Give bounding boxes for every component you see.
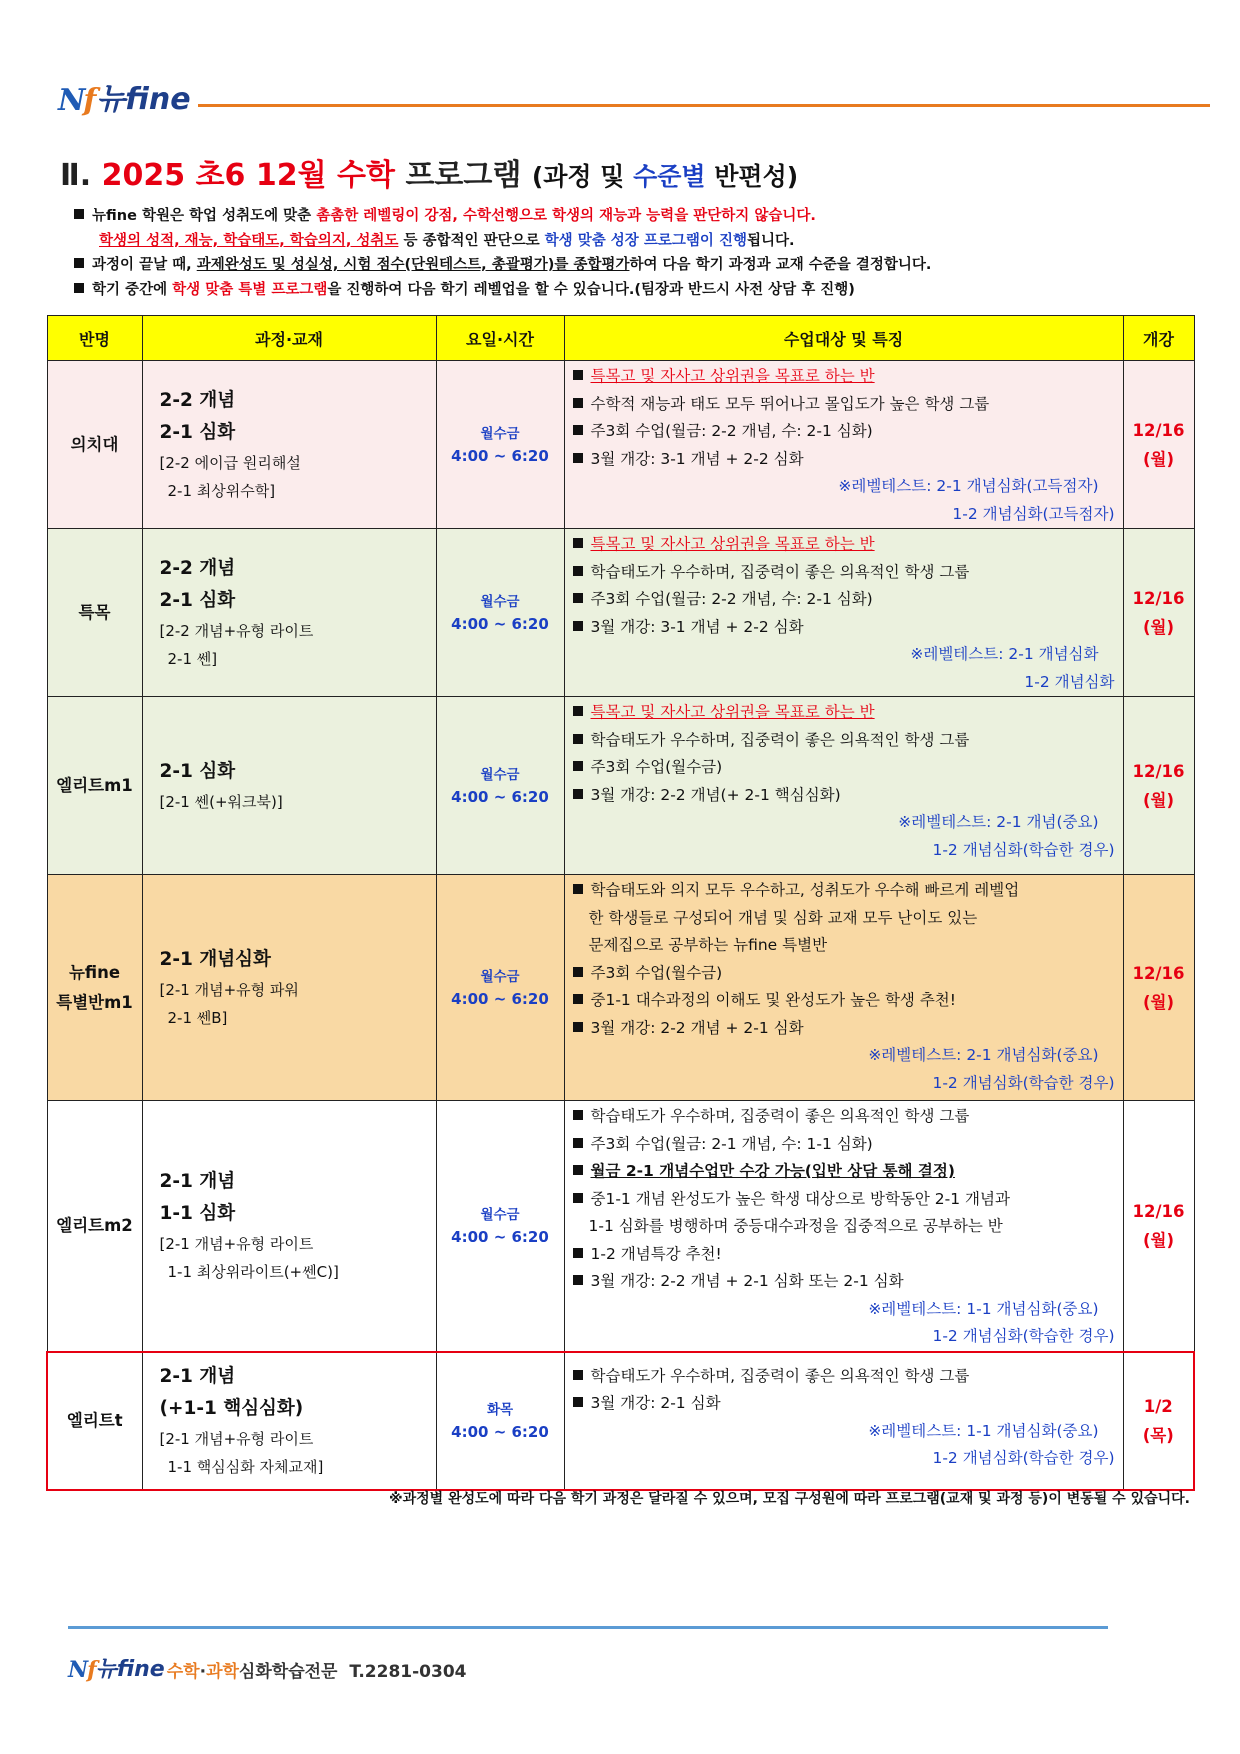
time-cell: 월수금 4:00 ~ 6:20	[436, 1101, 564, 1352]
page-header	[58, 78, 1210, 118]
header-course: 과정·교재	[142, 316, 436, 361]
logo-text: 뉴fine	[96, 82, 191, 117]
header-divider	[198, 104, 1210, 107]
course-cell: 2-1 개념 1-1 심화 [2-1 개념+유형 라이트 1-1 최상위라이트(+쎈C)]	[142, 1101, 436, 1352]
course-cell: 2-2 개념 2-1 심화 [2-2 에이급 원리해설 2-1 최상위수학]	[142, 361, 436, 529]
footer-logo-mark: Nf	[68, 1657, 96, 1683]
table-row	[47, 697, 1194, 875]
class-name: 엘리트m1	[47, 697, 142, 875]
note-item-continued: 학생의 성적, 재능, 학습태도, 학습의지, 성취도 등 종합적인 판단으로 학생 맞춤 성장 프로그램이 진행됩니다.	[99, 232, 795, 249]
policy-notes	[74, 204, 1214, 302]
feature-cell: 학습태도가 우수하며, 집중력이 좋은 의욕적인 학생 그룹 3월 개강: 2-1 심화 ※레벨테스트: 1-1 개념심화(중요) 1-2 개념심화(학습한 경우)	[564, 1352, 1123, 1490]
logo-mark: Nf	[58, 83, 95, 118]
footnote: ※과정별 완성도에 따라 다음 학기 과정은 달라질 수 있으며, 모집 구성원에 따라 프로그램(교재 및 과정 등)이 변동될 수 있습니다.	[389, 1491, 1190, 1507]
course-cell: 2-1 개념 (+1-1 핵심심화) [2-1 개념+유형 라이트 1-1 핵심심화 자체교재]	[142, 1352, 436, 1490]
time-cell: 월수금 4:00 ~ 6:20	[436, 529, 564, 697]
program-table	[46, 315, 1195, 1491]
class-name: 의치대	[47, 361, 142, 529]
header-time: 요일·시간	[436, 316, 564, 361]
table-header-row	[47, 316, 1194, 361]
time-cell: 화목 4:00 ~ 6:20	[436, 1352, 564, 1490]
footer-divider	[68, 1626, 1108, 1629]
footer-logo-text: 뉴fine	[95, 1657, 165, 1682]
class-name: 특목	[47, 529, 142, 697]
feature-cell: 학습태도와 의지 모두 우수하고, 성취도가 우수해 빠르게 레벨업 한 학생들로 구성되어 개념 및 심화 교재 모두 난이도 있는 문제집으로 공부하는 뉴fine 특별반 주3회 수업(월수금) 중1-1 대수과정의 이해도 및 완성도가 높은 학생 추천! 3월 개강: 2-2 개념 + 2-1 심화 ※레벨테스트: 2-1 개념심화(중요) 1-2 개념심화(학습한 경우)	[564, 875, 1123, 1101]
class-name: 뉴fine 특별반m1	[47, 875, 142, 1101]
open-date-cell: 12/16 (월)	[1123, 875, 1194, 1101]
feature-cell: 특목고 및 자사고 상위권을 목표로 하는 반 학습태도가 우수하며, 집중력이 좋은 의욕적인 학생 그룹 주3회 수업(월수금) 3월 개강: 2-2 개념(+ 2-1 핵심심화) ※레벨테스트: 2-1 개념(중요) 1-2 개념심화(학습한 경우)	[564, 697, 1123, 875]
footer-tagline: 수학·과학심화학습전문 T.2281-0304	[166, 1662, 467, 1682]
note-item: 뉴fine 학원은 학업 성취도에 맞춘 촘촘한 레벨링이 강점, 수학선행으로 학생의 재능과 능력을 판단하지 않습니다.	[74, 204, 1214, 229]
page-footer	[68, 1652, 466, 1683]
header-open: 개강	[1123, 316, 1194, 361]
note-item: 학기 중간에 학생 맞춤 특별 프로그램을 진행하여 다음 학기 레벨업을 할 수 있습니다.(팀장과 반드시 사전 상담 후 진행)	[74, 278, 1214, 303]
open-date-cell: 12/16 (월)	[1123, 361, 1194, 529]
footer-phone: T.2281-0304	[349, 1662, 467, 1682]
time-cell: 월수금 4:00 ~ 6:20	[436, 697, 564, 875]
note-item: 과정이 끝날 때, 과제완성도 및 성실성, 시험 점수(단원테스트, 총괄평가)를 종합평가하여 다음 학기 과정과 교재 수준을 결정합니다.	[74, 253, 1214, 278]
table-row	[47, 361, 1194, 529]
course-cell: 2-1 심화 [2-1 쎈(+워크북)]	[142, 697, 436, 875]
open-date-cell: 12/16 (월)	[1123, 529, 1194, 697]
time-cell: 월수금 4:00 ~ 6:20	[436, 875, 564, 1101]
open-date-cell: 12/16 (월)	[1123, 1101, 1194, 1352]
table-row	[47, 875, 1194, 1101]
feature-cell: 학습태도가 우수하며, 집중력이 좋은 의욕적인 학생 그룹 주3회 수업(월금: 2-1 개념, 수: 1-1 심화) 월금 2-1 개념수업만 수강 가능(입반 상담 통해 결정) 중1-1 개념 완성도가 높은 학생 대상으로 방학동안 2-1 개념과 1-1 심화를 병행하며 중등대수과정을 집중적으로 공부하는 반 1-2 개념특강 추천! 3월 개강: 2-2 개념 + 2-1 심화 또는 2-1 심화 ※레벨테스트: 1-1 개념심화(중요) 1-2 개념심화(학습한 경우)	[564, 1101, 1123, 1352]
course-cell: 2-1 개념심화 [2-1 개념+유형 파워 2-1 쎈B]	[142, 875, 436, 1101]
feature-cell: 특목고 및 자사고 상위권을 목표로 하는 반 학습태도가 우수하며, 집중력이 좋은 의욕적인 학생 그룹 주3회 수업(월금: 2-2 개념, 수: 2-1 심화) 3월 개강: 3-1 개념 + 2-2 심화 ※레벨테스트: 2-1 개념심화 1-2 개념심화	[564, 529, 1123, 697]
course-cell: 2-2 개념 2-1 심화 [2-2 개념+유형 라이트 2-1 쎈]	[142, 529, 436, 697]
page-title: Ⅱ. 2025 초6 12월 수학 프로그램 (과정 및 수준별 반편성)	[60, 158, 799, 193]
nfine-logo	[58, 78, 191, 118]
time-cell: 월수금 4:00 ~ 6:20	[436, 361, 564, 529]
table-row	[47, 1101, 1194, 1352]
open-date-cell: 12/16 (월)	[1123, 697, 1194, 875]
feature-cell: 특목고 및 자사고 상위권을 목표로 하는 반 수학적 재능과 태도 모두 뛰어나고 몰입도가 높은 학생 그룹 주3회 수업(월금: 2-2 개념, 수: 2-1 심화) 3월 개강: 3-1 개념 + 2-2 심화 ※레벨테스트: 2-1 개념심화(고득점자) 1-2 개념심화(고득점자)	[564, 361, 1123, 529]
table-row-highlighted	[47, 1352, 1194, 1490]
open-date-cell: 1/2 (목)	[1123, 1352, 1194, 1490]
class-name: 엘리트m2	[47, 1101, 142, 1352]
header-feature: 수업대상 및 특징	[564, 316, 1123, 361]
header-class: 반명	[47, 316, 142, 361]
class-name: 엘리트t	[47, 1352, 142, 1490]
table-row	[47, 529, 1194, 697]
